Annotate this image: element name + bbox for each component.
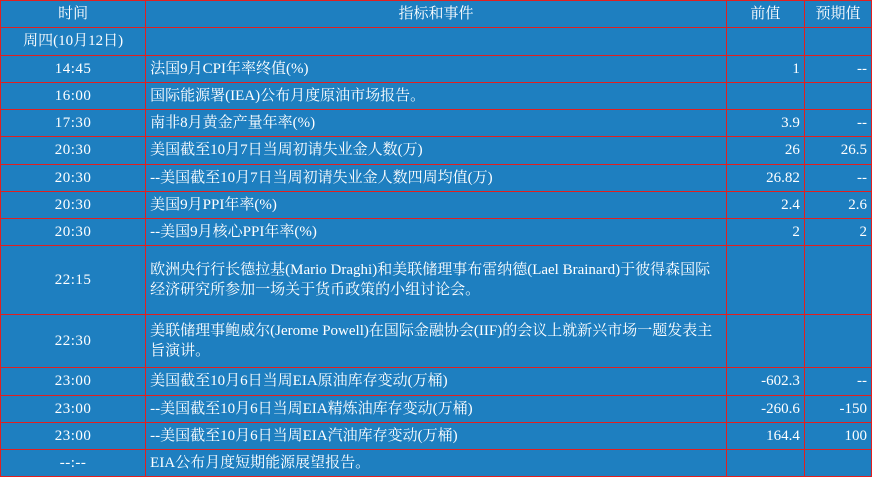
row-time: 20:30 [1, 191, 146, 218]
row-event: 美国截至10月6日当周EIA原油库存变动(万桶) [146, 368, 727, 395]
row-event: 美联储理事鲍威尔(Jerome Powell)在国际金融协会(IIF)的会议上就新兴市场一题发表主旨演讲。 [146, 315, 727, 368]
row-event: 法国9月CPI年率终值(%) [146, 55, 727, 82]
header-row [1, 1, 872, 28]
table-row [1, 191, 872, 218]
row-previous: 1 [726, 55, 804, 82]
row-forecast: 2.6 [804, 191, 871, 218]
row-forecast [804, 315, 871, 368]
table-header [1, 1, 872, 28]
row-time: 16:00 [1, 82, 146, 109]
table-body [1, 28, 872, 477]
row-time: 23:00 [1, 395, 146, 422]
row-event: --美国9月核心PPI年率(%) [146, 219, 727, 246]
row-event: EIA公布月度短期能源展望报告。 [146, 450, 727, 477]
row-previous [726, 450, 804, 477]
row-event: 美国9月PPI年率(%) [146, 191, 727, 218]
table-row [1, 315, 872, 368]
row-time: 23:00 [1, 422, 146, 449]
table-row [1, 55, 872, 82]
row-forecast: 26.5 [804, 137, 871, 164]
table-row [1, 395, 872, 422]
row-forecast [804, 246, 871, 315]
row-forecast [804, 82, 871, 109]
row-forecast: -- [804, 55, 871, 82]
row-time: --:-- [1, 450, 146, 477]
table-row [1, 246, 872, 315]
row-time: 20:30 [1, 137, 146, 164]
row-forecast: -- [804, 110, 871, 137]
row-time: 14:45 [1, 55, 146, 82]
table-row [1, 368, 872, 395]
row-time: 23:00 [1, 368, 146, 395]
column-header-previous: 前值 [726, 1, 804, 28]
row-previous: 26 [726, 137, 804, 164]
row-time: 22:15 [1, 246, 146, 315]
row-previous: -602.3 [726, 368, 804, 395]
column-header-forecast: 预期值 [804, 1, 871, 28]
row-previous: -260.6 [726, 395, 804, 422]
row-previous [726, 82, 804, 109]
row-event: --美国截至10月7日当周初请失业金人数四周均值(万) [146, 164, 727, 191]
row-forecast [804, 450, 871, 477]
table-row [1, 82, 872, 109]
day-label: 周四(10月12日) [1, 28, 146, 55]
row-event: 国际能源署(IEA)公布月度原油市场报告。 [146, 82, 727, 109]
table-row [1, 422, 872, 449]
row-time: 20:30 [1, 164, 146, 191]
row-event: 美国截至10月7日当周初请失业金人数(万) [146, 137, 727, 164]
row-previous: 26.82 [726, 164, 804, 191]
row-forecast: -150 [804, 395, 871, 422]
row-forecast: 100 [804, 422, 871, 449]
row-previous: 164.4 [726, 422, 804, 449]
row-event: --美国截至10月6日当周EIA精炼油库存变动(万桶) [146, 395, 727, 422]
row-event: 欧洲央行行长德拉基(Mario Draghi)和美联储理事布雷纳德(Lael Brainard)于彼得森国际经济研究所参加一场关于货币政策的小组讨论会。 [146, 246, 727, 315]
table-row [1, 137, 872, 164]
row-previous: 2 [726, 219, 804, 246]
row-forecast: 2 [804, 219, 871, 246]
row-time: 22:30 [1, 315, 146, 368]
day-previous-spacer [726, 28, 804, 55]
row-time: 20:30 [1, 219, 146, 246]
row-event: --美国截至10月6日当周EIA汽油库存变动(万桶) [146, 422, 727, 449]
table-row [1, 450, 872, 477]
row-previous: 2.4 [726, 191, 804, 218]
day-forecast-spacer [804, 28, 871, 55]
row-event: 南非8月黄金产量年率(%) [146, 110, 727, 137]
row-forecast: -- [804, 368, 871, 395]
day-event-spacer [146, 28, 727, 55]
row-previous [726, 315, 804, 368]
day-separator-row [1, 28, 872, 55]
table-row [1, 219, 872, 246]
table-row [1, 110, 872, 137]
row-forecast: -- [804, 164, 871, 191]
row-time: 17:30 [1, 110, 146, 137]
column-header-time: 时间 [1, 1, 146, 28]
table-row [1, 164, 872, 191]
row-previous: 3.9 [726, 110, 804, 137]
row-previous [726, 246, 804, 315]
column-header-event: 指标和事件 [146, 1, 727, 28]
